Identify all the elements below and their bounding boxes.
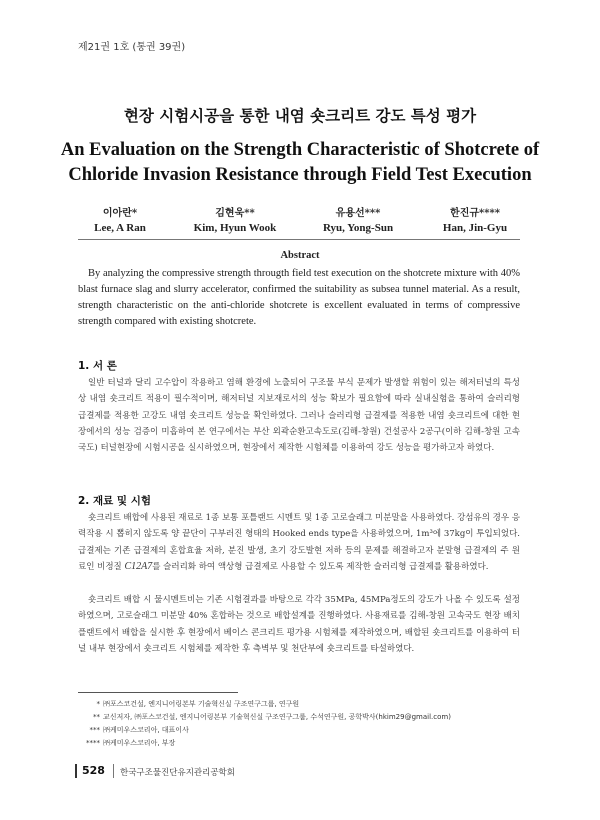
title-korean: 현장 시험시공을 통한 내염 숏크리트 강도 특성 평가 — [123, 106, 477, 125]
author-name-ko: 유용선*** — [335, 208, 381, 219]
footnote — [78, 738, 520, 749]
author-name-en: Lee, A Ran — [94, 222, 146, 234]
section-paragraph: 일반 터널과 달리 고수압이 작용하고 염해 환경에 노출되어 구조물 부식 문제가 발생할 위험이 있는 해저터널의 특성상 내염 숏크리트 적용이 필수적이며, 해저터널 지보재로서의 성능 확보가 필요함에 따라 실내실험을 통하여 슬러리형 급결제를 적용한 고강도 내염 숏크리트 성능을 확인하였다. 그러나 슬러리형 급결제를 적용한 내염 숏크리트에 대한 현장에서의 성능 검증이 미흡하여 본 연구에서는 부산 외곽순환고속도로(김해-창원) 건설공사 2공구(이하 김해-창원 고속국도) 터널현장에 시험시공을 실시하였으며, 현장에서 제작한 시험체를 이용하여 강도 성능을 평가하고자 하였다. — [78, 378, 520, 454]
journal-issue: 제21권 1호 (통권 39권) — [78, 42, 186, 53]
footnote-mark: **** — [86, 739, 100, 747]
footnote — [78, 699, 520, 710]
footnote — [78, 712, 520, 723]
footnote-divider — [78, 692, 238, 693]
section-heading: 1. 서 론 — [78, 360, 117, 372]
journal-name: 한국구조물진단유지관리공학회 — [120, 768, 235, 778]
page-marker-bar — [75, 764, 77, 778]
footer-divider — [113, 764, 114, 778]
section-paragraph — [78, 510, 520, 575]
author-name-ko: 한진규**** — [450, 208, 500, 219]
title-english-line1: An Evaluation on the Strength Characteristic of Shotcrete of — [60, 140, 540, 160]
footnote — [78, 725, 520, 736]
abstract-body: By analyzing the compressive strength througth field test execution on the shotcrete mixture with 40% blast furnace slag and slurry accelerator, confirmed the suitability as subsea tunnel material. As a result, strength characteristic on the anti-chloride shotcrete is excellent evaluated in terms of compressive strength compared with existing shotcrete. — [78, 268, 520, 327]
footnote-text: ㈜포스코건설, 엔지니어링본부 기술혁신실 구조연구그룹, 연구원 — [103, 700, 300, 708]
footnote-mark: * — [96, 700, 100, 708]
footnote-text: ㈜케미우스코리아, 대표이사 — [103, 726, 189, 734]
footnote-mark: *** — [89, 726, 100, 734]
author — [298, 206, 418, 236]
paragraph-text: 를 슬러리화 하여 액상형 급결제로 사용할 수 있도록 제작한 슬러리형 급결제를 활용하였다. — [152, 561, 489, 572]
divider — [78, 239, 520, 240]
author-name-ko: 이아란* — [102, 208, 138, 219]
author-name-en: Ryu, Yong-Sun — [322, 222, 394, 234]
section-heading: 2. 재료 및 시험 — [78, 495, 151, 507]
abstract-title: Abstract — [280, 250, 320, 261]
title-english — [60, 138, 540, 188]
footnote-mark: ** — [93, 713, 100, 721]
author — [415, 206, 535, 236]
section-paragraph: 숏크리트 배합 시 물시멘트비는 기존 시험결과를 바탕으로 각각 35MPa, 45MPa정도의 강도가 나올 수 있도록 설정하였으며, 고로슬래그 미분말 40% 혼합하는 것으로 배합설계를 진행하였다. 사용재료를 김해-창원 고속국도 현장 배치플랜트에서 배합을 실시한 후 현장에서 베이스 콘크리트 평가용 시험체를 제작하였으며, 배합된 숏크리트를 이용하여 터널 내부 현장에서 숏크리트 시험체를 제작한 후 측벽부 및 천단부에 숏크리트를 타설하였다. — [78, 595, 520, 654]
author — [175, 206, 295, 236]
author-name-ko: 김현욱** — [215, 208, 255, 219]
page-number: 528 — [82, 764, 105, 777]
footnote-text: ㈜케미우스코리아, 부장 — [103, 739, 176, 747]
chemical-formula: C12A7 — [124, 560, 153, 572]
author-name-en: Kim, Hyun Wook — [193, 222, 277, 234]
paragraph-text: 숏크리트 배합에 사용된 재료로 1종 보통 포틀랜드 시멘트 및 1종 고로슬래그 미분말을 사용하였다. 강섬유의 경우 응력작용 시 뽑히지 않도록 양 끝단이 구부러진 형태의 Hooked ends type을 사용하였으며, 1m³에 37kg이 투입되었다. 급결제는 기존 급결제의 혼합효율 저하, 분진 발생, 초기 강도발현 저하 등의 문제를 해결하고자 분말형 급결제의 주 원료인 비정질 — [78, 513, 520, 572]
footnote-text: 교신저자, ㈜포스코건설, 엔지니어링본부 기술혁신실 구조연구그룹, 수석연구원, 공학박사(hkim29@gmail.com) — [103, 713, 451, 721]
author — [60, 206, 180, 236]
author-name-en: Han, Jin-Gyu — [442, 222, 508, 234]
title-english-line2: Chloride Invasion Resistance through Field Test Execution — [68, 165, 532, 185]
